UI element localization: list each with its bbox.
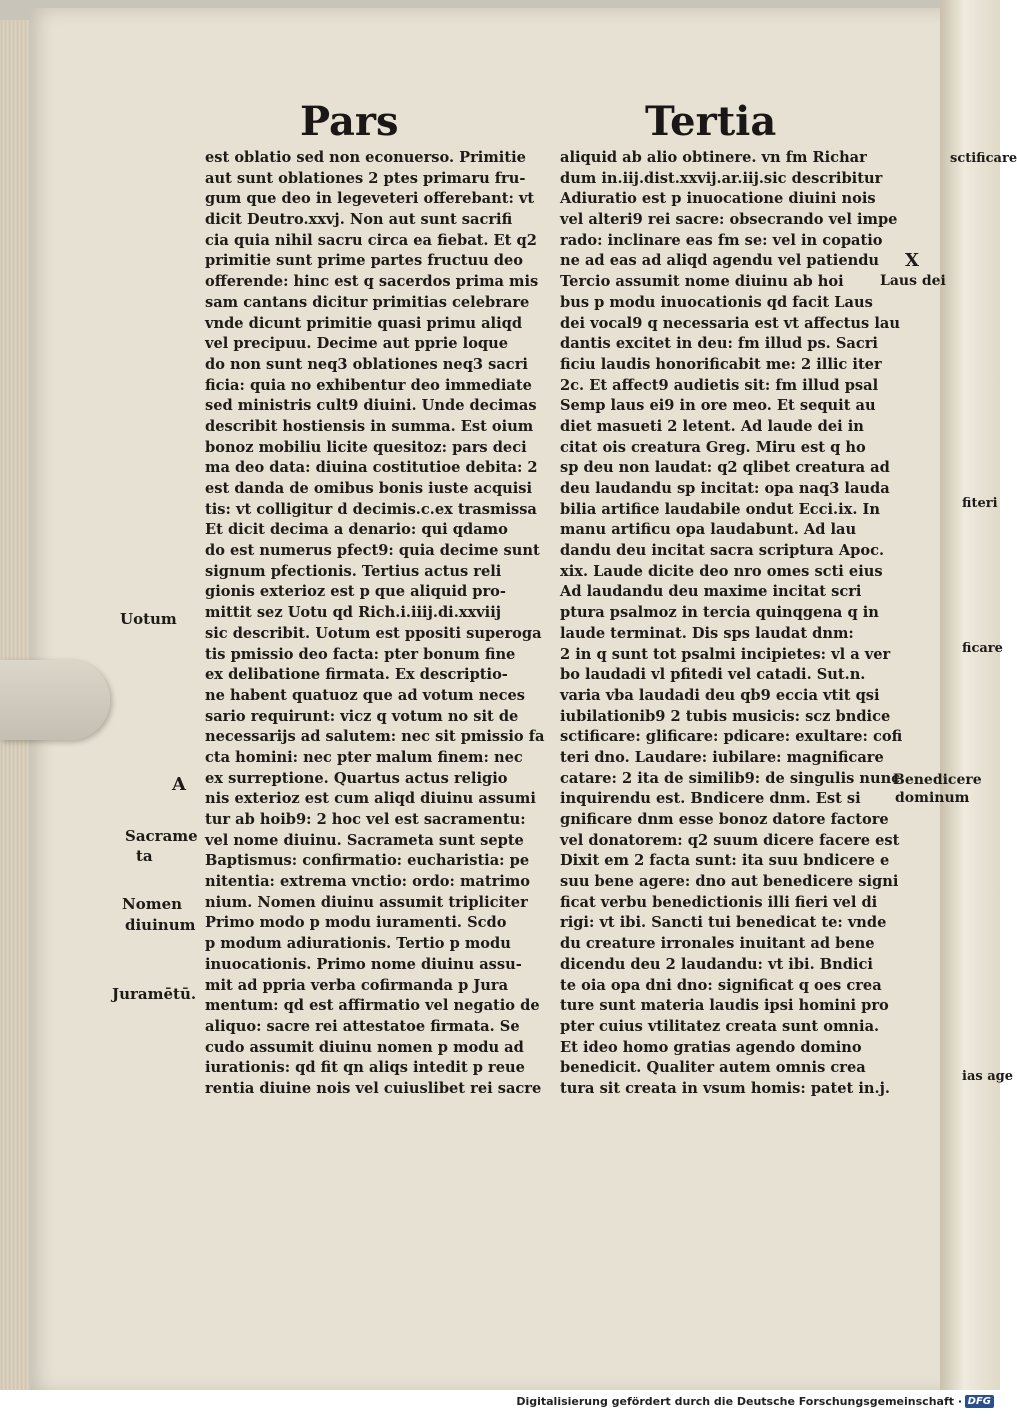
header-pars: Pars [300,98,399,145]
left-column-line: vnde dicunt primitie quasi primu aliqd [205,314,523,332]
margin-note-votum: Uotum [120,610,177,628]
left-column-line: ne habent quatuoz que ad votum neces [205,686,525,704]
left-column-line: sam cantans dicitur primitias celebrare [205,293,530,311]
left-column-line: signum pfectionis. Tertius actus reli [205,562,502,580]
right-column-line: teri dno. Laudare: iubilare: magnificare [560,748,884,766]
left-column-line: ficia: quia no exhibentur deo immediate [205,376,532,394]
left-column-line: mittit sez Uotu qd Rich.i.iiij.di.xxviij [205,604,502,622]
left-column-line: ex delibatione firmata. Ex descriptio- [205,666,508,684]
left-column-line: describit hostiensis in summa. Est oium [205,417,534,435]
margin-note-iuramentu: Juramētū. [112,985,197,1003]
left-column-line: tis pmissio deo facta: pter bonum fine [205,645,516,663]
left-column-line: bonoz mobiliu licite quesitoz: pars deci [205,438,527,456]
next-page-fragment-4: ias age [962,1069,1013,1084]
right-column-line: Ad laudandu deu maxime incitat scri [560,583,862,601]
right-column-line: xix. Laude dicite deo nro omes scti eius [560,562,883,580]
left-column-line: cta homini: nec pter malum finem: nec [205,748,523,766]
right-column-line: dicendu deu 2 laudandu: vt ibi. Bndici [560,955,873,973]
margin-note-x: X [905,250,919,271]
next-page-fragment-3: ficare [962,641,1003,656]
left-column-line: p modum adiurationis. Tertio p modu [205,935,511,953]
right-column-line: ne ad eas ad aliqd agendu vel patiendu [560,252,880,270]
left-column-line: Et dicit decima a denario: qui qdamo [205,521,508,539]
left-column-line: iurationis: qd fit qn aliqs intedit p reue [205,1059,525,1077]
left-column-line: Baptismus: confirmatio: eucharistia: pe [205,852,530,870]
margin-note-sacramenta-1: Sacrame [125,827,198,845]
left-column-line: nium. Nomen diuinu assumit tripliciter [205,893,528,911]
right-column-line: ficiu laudis honorificabit me: 2 illic iter [560,355,882,373]
left-column-line: nis exterioz est cum aliqd diuinu assumi [205,790,536,808]
right-column-line: catare: 2 ita de similib9: de singulis nunc [560,769,901,787]
left-column-line: aut sunt oblationes 2 ptes primaru fru- [205,169,526,187]
dfg-logo: DFG [965,1395,994,1408]
page-clip [0,660,110,740]
left-column-line: vel nome diuinu. Sacrameta sunt septe [205,831,524,849]
right-column-line: suu bene agere: dno aut benedicere signi [560,873,899,891]
margin-note-benedicere-2: dominum [895,790,970,806]
right-column-line: laude terminat. Dis sps laudat dnm: [560,624,854,642]
margin-note-laus-dei: Laus dei [880,273,946,289]
right-column-line: benedicit. Qualiter autem omnis crea [560,1059,866,1077]
right-column-line: inquirendu est. Bndicere dnm. Est si [560,790,861,808]
left-column-line: aliquo: sacre rei attestatoe firmata. Se [205,1017,520,1035]
left-text-column [205,148,550,1100]
right-column-line: rigi: vt ibi. Sancti tui benedicat te: vnde [560,914,887,932]
left-column-line: dicit Deutro.xxvj. Non aut sunt sacrifi [205,211,513,229]
left-column-line: inuocationis. Primo nome diuinu assu- [205,955,522,973]
left-column-line: do est numerus pfect9: quia decime sunt [205,542,540,560]
left-column-line: est danda de omibus bonis iuste acquisi [205,480,533,497]
left-column-line: sed ministris cult9 diuini. Unde decimas [205,397,537,415]
left-column-line: mit ad ppria verba cofirmanda p Jura [205,976,509,994]
right-column-line: ficat verbu benedictionis illi fieri vel di [560,893,878,911]
left-column-line: rentia diuine nois vel cuiuslibet rei sacre [205,1079,542,1097]
right-column-line: deu laudandu sp incitat: opa naq3 lauda [560,480,890,497]
right-column-line: rado: inclinare eas fm se: vel in copatio [560,231,883,249]
margin-note-nomen-1: Nomen [122,895,183,913]
left-column-line: ex surreptione. Quartus actus religio [205,769,508,787]
left-column-line: necessarijs ad salutem: nec sit pmissio fa [205,728,545,746]
right-column-line: 2c. Et affect9 audietis sit: fm illud psal [560,376,879,394]
left-column-line: nitentia: extrema vnctio: ordo: matrimo [205,873,531,891]
left-column-line: mentum: qd est affirmatio vel negatio de [205,997,540,1015]
right-column-line: ptura psalmoz in tercia quinqgena q in [560,604,879,622]
left-column-line: cudo assumit diuinu nomen p modu ad [205,1038,524,1056]
right-column-line: tura sit creata in vsum homis: patet in.j. [560,1079,890,1097]
left-column-line: Primo modo p modu iuramenti. Scdo [205,914,507,932]
right-column-line: iubilationib9 2 tubis musicis: scz bndice [560,707,891,725]
right-column-line: bilia artifice laudabile ondut Ecci.ix. In [560,500,880,518]
right-text-column [560,148,903,1100]
margin-note-sacramenta-2: ta [136,847,153,865]
left-column-line: est oblatio sed non econuerso. Primitie [205,149,526,166]
right-column-line: dei vocal9 q necessaria est vt affectus lau [560,314,900,332]
right-column-line: vel alteri9 rei sacre: obsecrando vel impe [560,211,898,229]
header-tertia: Tertia [645,98,777,145]
left-column-line: offerende: hinc est q sacerdos prima mis [205,273,539,291]
left-column-line: gionis exterioz est p que aliquid pro- [205,583,506,601]
right-column-line: diet masueti 2 letent. Ad laude dei in [560,417,864,435]
left-column-line: sario requirunt: vicz q votum no sit de [205,707,519,725]
left-column-line: ma deo data: diuina costitutioe debita: 2 [205,459,538,477]
margin-note-benedicere-1: Benedicere [893,772,982,788]
left-column-line: cia quia nihil sacru circa ea fiebat. Et q2 [205,231,537,249]
footer-credit: Digitalisierung gefördert durch die Deutsche Forschungsgemeinschaft · [516,1395,962,1408]
right-column-line: pter cuius vtilitatez creata sunt omnia. [560,1017,880,1035]
next-page-fragment-1: sctificare [950,151,1017,166]
margin-note-a: A [172,774,186,795]
right-column-line: sctificare: glificare: pdicare: exultare: cofi [560,728,903,746]
right-column-line: Dixit em 2 facta sunt: ita suu bndicere e [560,852,890,870]
left-column-line: gum que deo in legeveteri offerebant: vt [205,190,535,208]
left-column-line: do non sunt neq3 oblationes neq3 sacri [205,355,528,373]
right-column-line: sp deu non laudat: q2 qlibet creatura ad [560,459,890,477]
right-column-line: te oia opa dni dno: significat q oes crea [560,976,882,994]
left-column-line: sic describit. Uotum est ppositi superoga [205,624,542,642]
right-column-line: gnificare dnm esse bonoz datore factore [560,811,889,828]
next-page-fold [940,0,1000,1390]
left-column-line: primitie sunt prime partes fructuu deo [205,252,523,270]
right-column-line: aliquid ab alio obtinere. vn fm Richar [560,149,867,166]
next-page-fragment-2: fiteri [962,496,998,511]
right-column-line: manu artificu opa laudabunt. Ad lau [560,521,857,539]
right-column-line: dum in.iij.dist.xxvij.ar.iij.sic describitur [560,169,883,187]
margin-note-nomen-2: diuinum [125,916,196,934]
right-column-line: dandu deu incitat sacra scriptura Apoc. [560,542,885,560]
right-column-line: 2 in q sunt tot psalmi incipietes: vl a ver [560,645,891,663]
right-column-line: Adiuratio est p inuocatione diuini nois [560,190,876,208]
right-column-line: du creature irronales inuitant ad bene [560,935,875,953]
right-column-line: vel donatorem: q2 suum dicere facere est [560,831,900,849]
right-column-line: citat ois creatura Greg. Miru est q ho [560,438,866,456]
left-column-line: vel precipuu. Decime aut pprie loque [205,335,509,353]
right-column-line: Et ideo homo gratias agendo domino [560,1038,862,1056]
right-column-line: Tercio assumit nome diuinu ab hoi [560,273,844,291]
right-column-line: varia vba laudadi deu qb9 eccia vtit qsi [560,686,880,704]
right-column-line: bus p modu inuocationis qd facit Laus [560,293,873,311]
right-column-line: Semp laus ei9 in ore meo. Et sequit au [560,397,876,415]
right-column-line: ture sunt materia laudis ipsi homini pro [560,997,889,1015]
right-column-line: bo laudadi vl pfitedi vel catadi. Sut.n. [560,666,866,684]
left-column-line: tis: vt colligitur d decimis.c.ex trasmissa [205,500,537,518]
right-column-line: dantis excitet in deu: fm illud ps. Sacri [560,335,878,353]
left-column-line: tur ab hoib9: 2 hoc vel est sacramentu: [205,811,526,828]
